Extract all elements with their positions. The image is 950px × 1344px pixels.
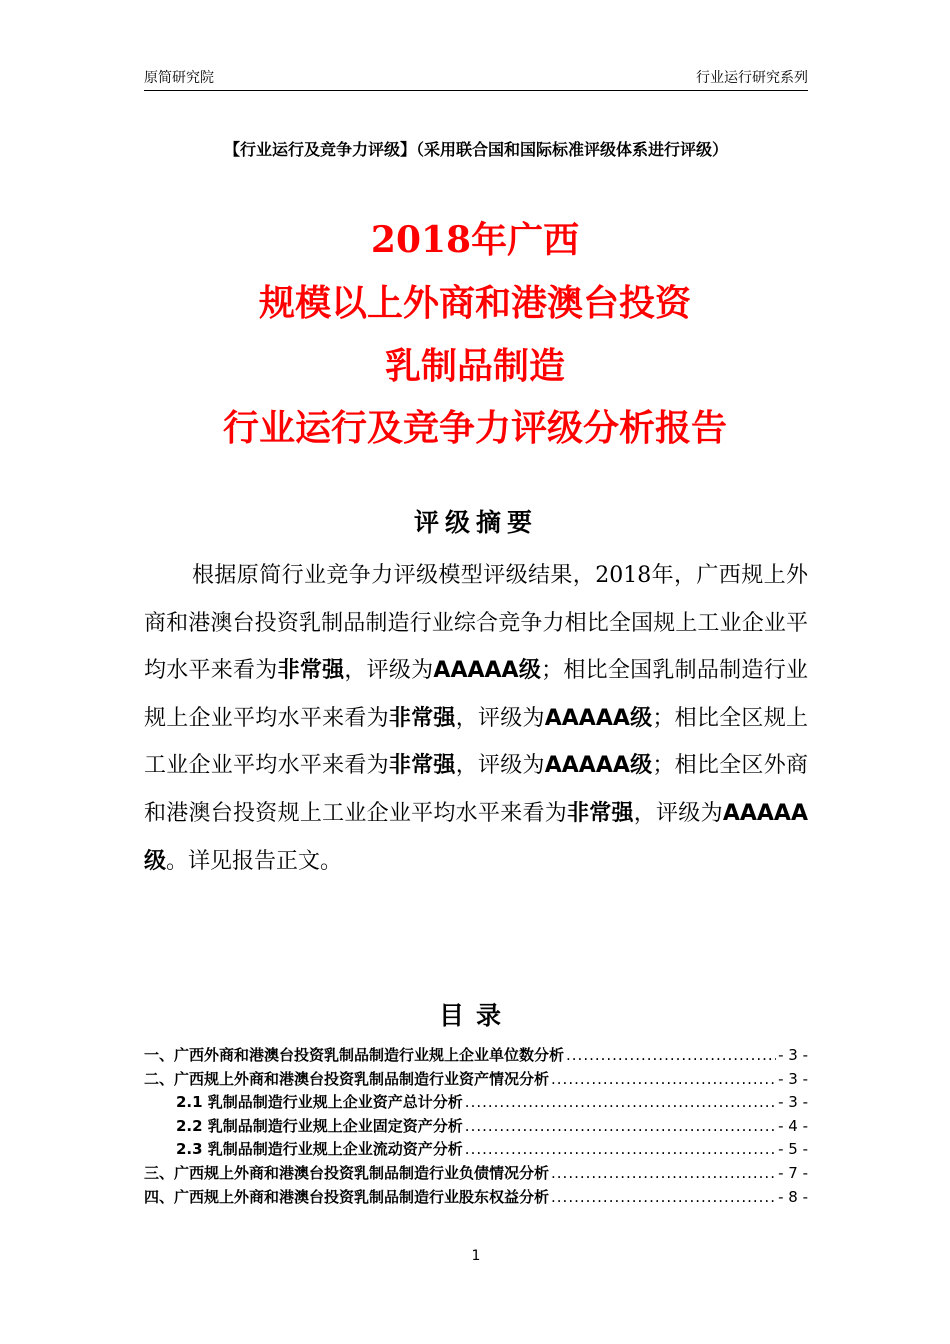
summary-strength: 非常强 (388, 753, 456, 779)
report-title-line-4: 行业运行及竞争力评级分析报告 (222, 407, 727, 449)
summary-strength: 非常强 (388, 705, 456, 731)
header-series: 行业运行研究系列 (696, 70, 808, 86)
toc-subentry[interactable] (144, 1115, 808, 1139)
report-title-line-3: 乳制品制造 (384, 345, 565, 387)
summary-text: ，评级为 (455, 705, 545, 731)
toc-leader-dots (465, 1091, 776, 1115)
summary-text: ，评级为 (633, 800, 723, 826)
toc-entry[interactable] (144, 1162, 808, 1186)
summary-text: 根据原简行业竞争力评级模型评级结果，2018年，广西规上外商和港澳台投资乳制品制造行业综合竞争力相比全国规上工业企业平均水平来看为 (144, 563, 808, 684)
toc-entry-page: - 8 - (778, 1187, 808, 1206)
summary-grade: AAAAA级 (544, 753, 653, 779)
summary-strength: 非常强 (277, 658, 345, 684)
toc-entry-page: - 5 - (778, 1140, 808, 1159)
toc-leader-dots (551, 1186, 776, 1210)
report-title-line-2: 规模以上外商和港澳台投资 (258, 282, 691, 324)
toc-entry[interactable] (144, 1186, 808, 1210)
summary-grade: AAAAA级 (544, 705, 653, 731)
toc-leader-dots (465, 1138, 776, 1162)
toc-heading: 目录 (438, 1001, 513, 1030)
table-of-contents (144, 1044, 808, 1209)
toc-entry-label: 2.3 乳制品制造行业规上企业流动资产分析 (176, 1140, 463, 1159)
summary-text: ；相比全区规上工业企业平均水平来看为 (144, 705, 808, 779)
toc-entry-label: 一、广西外商和港澳台投资乳制品制造行业规上企业单位数分析 (144, 1046, 565, 1064)
summary-grade: AAAAA级 (433, 658, 542, 684)
summary-paragraph (144, 552, 808, 885)
summary-text: 。详见报告正文。 (166, 848, 343, 874)
toc-leader-dots (551, 1162, 776, 1186)
rating-method-line: 【行业运行及竞争力评级】（采用联合国和国际标准评级体系进行评级） (223, 140, 728, 159)
summary-text: ，评级为 (344, 658, 434, 684)
summary-grade: AAAAA级 (144, 800, 808, 874)
toc-entry-label: 2.2 乳制品制造行业规上企业固定资产分析 (176, 1116, 463, 1135)
toc-entry-page: - 3 - (778, 1093, 808, 1112)
page-number: 1 (471, 1248, 481, 1264)
toc-subentry[interactable] (144, 1138, 808, 1162)
summary-text: ；相比全区外商和港澳台投资规上工业企业平均水平来看为 (144, 753, 808, 826)
toc-entry-page: - 4 - (778, 1116, 808, 1135)
summary-text: ，评级为 (455, 753, 545, 779)
toc-entry-label: 四、广西规上外商和港澳台投资乳制品制造行业股东权益分析 (144, 1187, 550, 1206)
toc-entry-page: - 3 - (778, 1069, 808, 1088)
toc-entry-page: - 3 - (778, 1046, 808, 1064)
toc-entry-label: 二、广西规上外商和港澳台投资乳制品制造行业资产情况分析 (144, 1069, 550, 1088)
toc-entry-page: - 7 - (778, 1163, 808, 1182)
toc-entry-label: 三、广西规上外商和港澳台投资乳制品制造行业负债情况分析 (144, 1163, 550, 1182)
toc-entry[interactable] (144, 1068, 808, 1092)
header-publisher: 原简研究院 (144, 70, 214, 86)
toc-leader-dots (551, 1068, 776, 1092)
summary-text: ；相比全国乳制品制造行业规上企业平均水平来看为 (144, 658, 808, 731)
toc-leader-dots (465, 1115, 776, 1139)
page-header (144, 66, 808, 91)
toc-entry-label: 2.1 乳制品制造行业规上企业资产总计分析 (176, 1093, 463, 1112)
summary-heading: 评级摘要 (413, 508, 538, 537)
toc-leader-dots (566, 1044, 776, 1068)
summary-strength: 非常强 (566, 800, 634, 826)
toc-entry[interactable] (144, 1044, 808, 1068)
toc-subentry[interactable] (144, 1091, 808, 1115)
report-title-line-1: 2018年广西 (370, 219, 580, 261)
